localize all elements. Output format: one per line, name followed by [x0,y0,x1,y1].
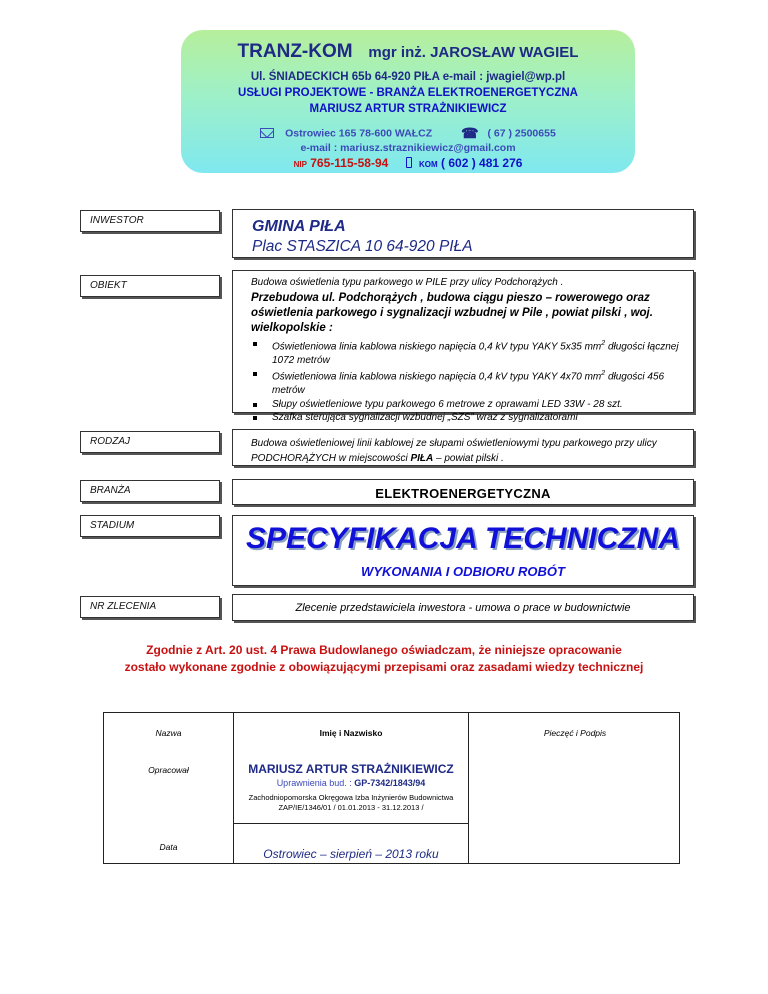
row-opracowal-label: Opracował [148,765,189,775]
author-name: MARIUSZ ARTUR STRAŻNIKIEWICZ [248,762,454,776]
signature-table [103,712,680,864]
nr-zlecenia-value: Zlecenie przedstawiciela inwestora - umowa o prace w budownictwie [295,602,631,614]
contact-address: Ostrowiec 165 78-600 WAŁCZ [285,127,433,140]
label-nr-zlecenia: NR ZLECENIA [80,596,220,618]
rodzaj-description: Budowa oświetleniowej linii kablowej ze słupami oświetleniowymi typu parkowego przy ulicy PODCHORĄŻYCH w miejscowości PIŁA – powiat pilski . [251,438,657,464]
rodzaj-box [232,429,694,466]
specification-subtitle: WYKONANIA I ODBIORU ROBÓT [361,564,565,579]
company-address: Ul. ŚNIADECKICH 65b 64-920 PIŁA e-mail : jwagiel@wp.pl [250,71,566,83]
stadium-box [232,515,694,586]
branza-box [232,479,694,505]
envelope-icon [260,128,274,138]
nip-line [181,156,635,170]
inwestor-box [232,209,694,258]
document-date: Ostrowiec – sierpień – 2013 roku [263,847,439,861]
label-stadium: STADIUM [80,515,220,537]
kom-label: KOM [419,160,438,169]
col-nazwa-header: Nazwa [155,728,182,738]
engineering-chamber: Zachodniopomorska Okręgowa Izba Inżynierów Budownictwa ZAP/IE/1346/01 / 01.01.2013 - 31.12.2013 / [248,793,454,812]
contact-email: e-mail : mariusz.straznikiewicz@gmail.com [300,142,516,154]
company-owner: mgr inż. JAROSŁAW WAGIEL [368,44,579,61]
company-title [181,41,635,63]
obiekt-title: Przebudowa ul. Podchorążych , budowa ciągu pieszo – rowerowego oraz oświetlenia parkowego i sygnalizacji wzbudnej w Pile , powiat pilski , woj. wielkopolskie : [251,292,653,334]
contact-phone: ( 67 ) 2500655 [487,127,556,140]
label-rodzaj: RODZAJ [80,431,220,453]
inwestor-name: GMINA PIŁA [252,218,346,235]
obiekt-box [232,270,694,424]
author-permit: Uprawnienia bud. : GP-7342/1843/94 [276,778,426,788]
declaration-line-1: Zgodnie z Art. 20 ust. 4 Prawa Budowlanego oświadczam, że niniejsze opracowanie [146,643,622,657]
company-header-banner [181,30,635,173]
branza-value: ELEKTROENERGETYCZNA [375,486,551,501]
list-item: Oświetleniowa linia kablowa niskiego napięcia 0,4 kV typu YAKY 5x35 $mm^2$ długości łącznej 1072 metrów [251,337,691,367]
inwestor-address: Plac STASZICA 10 64-920 PIŁA [252,238,473,255]
mobile-phone-icon [406,157,412,168]
nr-zlecenia-box [232,594,694,621]
designer-name: MARIUSZ ARTUR STRAŻNIKIEWICZ [309,103,507,115]
list-item: Oświetleniowa linia kablowa niskiego napięcia 0,4 kV typu YAKY 4x70 $mm^2$ długości 456 metrów [251,367,691,397]
obiekt-items-list [251,337,691,425]
row-data-label: Data [159,842,178,852]
mobile-number: ( 602 ) 481 276 [441,156,523,170]
specification-title: SPECYFIKACJA TECHNICZNA [246,522,680,555]
contact-line [181,125,635,142]
nip-label: NIP [293,160,307,169]
telephone-icon: ☎ [461,125,479,141]
list-item: Szafka sterująca sygnalizacji wzbudnej „SZS” wraz z sygnalizatorami [251,411,691,425]
col-pieczec-header: Pieczęć i Podpis [543,728,607,738]
col-imie-header: Imię i Nazwisko [319,728,383,738]
label-branza: BRANŻA [80,480,220,502]
obiekt-intro: Budowa oświetlenia typu parkowego w PILE przy ulicy Podchorążych . [251,277,564,288]
label-inwestor: INWESTOR [80,210,220,232]
declaration-line-2: zostało wykonane zgodnie z obowiązującymi przepisami oraz zasadami wiedzy technicznej [124,660,644,674]
list-item: Słupy oświetleniowe typu parkowego 6 metrowe z oprawami LED 33W - 28 szt. [251,398,691,412]
company-name: TRANZ-KOM [237,41,353,62]
nip-number: 765-115-58-94 [310,156,389,170]
label-obiekt: OBIEKT [80,275,220,297]
company-services: USŁUGI PROJEKTOWE - BRANŻA ELEKTROENERGETYCZNA [238,87,578,99]
